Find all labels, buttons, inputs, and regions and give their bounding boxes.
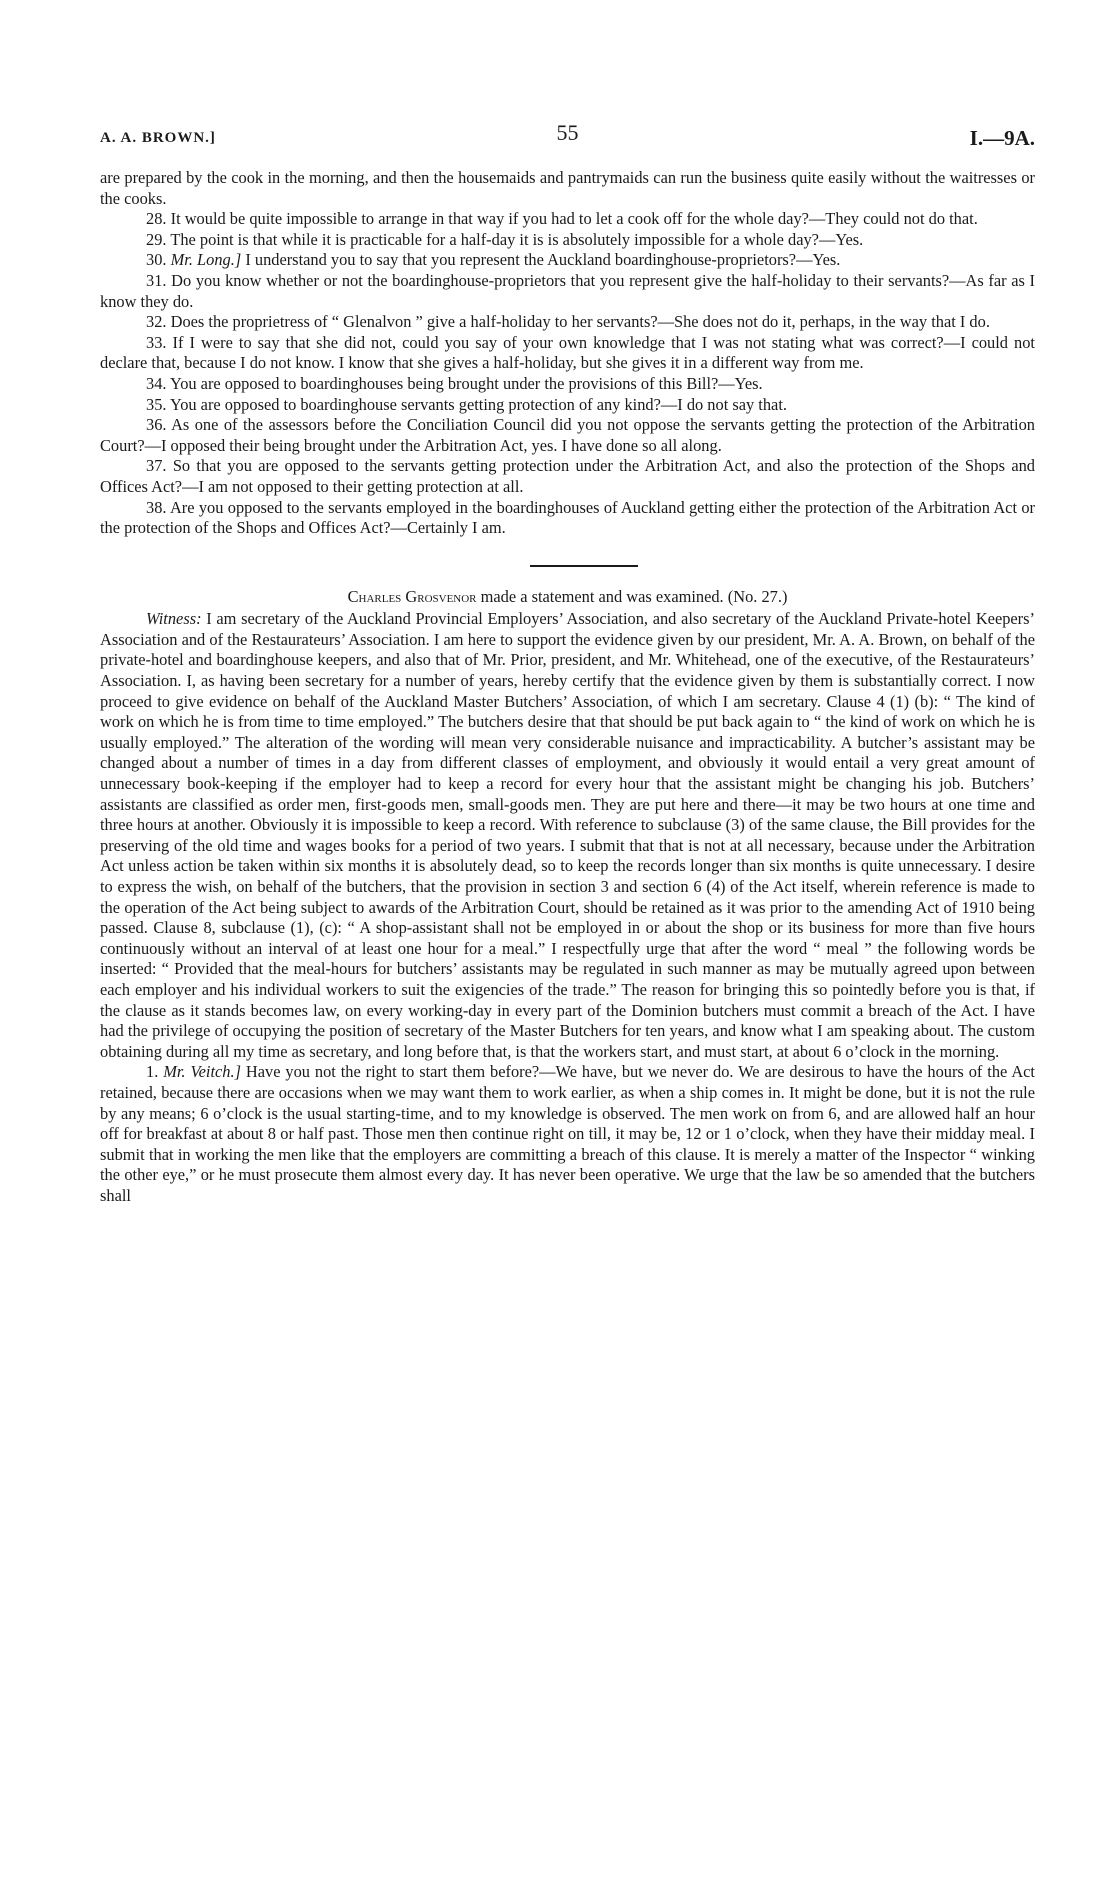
witness-statement	[100, 609, 1035, 1062]
question-text: As one of the assessors before the Conciliation Council did you not oppose the servants getting the protection of the Arbitration Court?—I opposed their being brought under the Arbitration Act, yes. I have done so all along.	[100, 415, 1035, 455]
question-item	[100, 415, 1035, 456]
question-number: 31.	[146, 270, 167, 290]
question-item	[100, 333, 1035, 374]
question-number: 38.	[146, 497, 167, 517]
question-item	[100, 209, 1035, 230]
question-item	[100, 250, 1035, 271]
witness-number: (No. 27.)	[727, 586, 788, 606]
question-number: 36.	[146, 415, 167, 435]
question-text: So that you are opposed to the servants getting protection under the Arbitration Act, and also the protection of the Shops and Offices Act?—I am not opposed to their getting protection at all.	[100, 456, 1035, 496]
statement-label: Witness:	[146, 609, 202, 629]
question-list-part2	[100, 1062, 1035, 1206]
page-body	[100, 168, 1035, 1207]
question-item	[100, 456, 1035, 497]
question-number: 28.	[146, 209, 167, 229]
divider-rule	[530, 565, 638, 567]
question-text: I understand you to say that you represent the Auckland boardinghouse-proprietors?—Yes.	[245, 250, 841, 270]
page-number: 55	[556, 120, 579, 145]
question-text: Do you know whether or not the boardinghouse-proprietors that you represent give the half-holiday to their servants?—As far as I know they do.	[100, 270, 1035, 311]
question-text: Does the proprietress of “ Glenalvon ” give a half-holiday to her servants?—She does not do it, perhaps, in the way that I do.	[170, 312, 990, 332]
question-number: 30.	[146, 250, 167, 270]
question-text: Are you opposed to the servants employed in the boardinghouses of Auckland getting either the protection of the Arbitration Act or the protection of the Shops and Offices Act?—Certainly I am.	[100, 497, 1035, 538]
witness-heading	[100, 587, 1035, 608]
question-number: 1.	[146, 1062, 159, 1082]
continued-paragraph: are prepared by the cook in the morning, and then the housemaids and pantrymaids can run the business quite easily without the waitresses or the cooks.	[100, 168, 1035, 208]
question-text: You are opposed to boardinghouse servants getting protection of any kind?—I do not say that.	[170, 394, 787, 414]
witness-name: Charles Grosvenor	[347, 586, 477, 606]
question-text: You are opposed to boardinghouses being brought under the provisions of this Bill?—Yes.	[170, 373, 763, 393]
question-item	[100, 374, 1035, 395]
question-item	[100, 312, 1035, 333]
question-number: 35.	[146, 394, 167, 414]
question-item	[100, 230, 1035, 251]
question-text: If I were to say that she did not, could you say of your own knowledge that I was not stating what was correct?—I could not declare that, because I do not know. I know that she gives a half-holiday, but she gives it in a different way from me.	[100, 332, 1035, 373]
question-number: 33.	[146, 332, 167, 352]
question-item	[100, 395, 1035, 416]
question-list-part1	[100, 209, 1035, 539]
questioner: Mr. Long.]	[170, 250, 242, 270]
question-number: 37.	[146, 456, 167, 476]
question-text: It would be quite impossible to arrange in that way if you had to let a cook off for the whole day?—They could not do that.	[170, 209, 978, 229]
header-witness-name: A. A. BROWN.]	[100, 130, 216, 146]
question-number: 34.	[146, 373, 167, 393]
question-number: 32.	[146, 312, 167, 332]
question-text: Have you not the right to start them before?—We have, but we never do. We are desirous to have the hours of the Act retained, because there are occasions when we may want them to work earlier, as when a ship comes in. It might be done, but it is not the rule by any means; 6 o’clock is the usual starting-time, and to my knowledge is observed. The men work on from 6, and are allowed half an hour off for breakfast at about 8 or half past. Those men then continue right on till, it may be, 12 or 1 o’clock, when they have their midday meal. I submit that in working the men like that the employers are committing a breach of this clause. It is merely a matter of the Inspector “ winking the other eye,” or he must prosecute them almost every day. It has never been operative. We urge that the law be so amended that the butchers shall	[100, 1062, 1035, 1205]
section-divider	[100, 551, 1035, 579]
question-item	[100, 498, 1035, 539]
statement-text: I am secretary of the Auckland Provincial Employers’ Association, and also secretary of the Auckland Private-hotel Keepers’ Association and of the Restaurateurs’ Association. I am here to support the evidence given by our president, Mr. A. A. Brown, on behalf of the private-hotel and boardinghouse keepers, and also that of Mr. Prior, president, and Mr. Whitehead, one of the executive, of the Restaurateurs’ Association. I, as having been secretary for a number of years, hereby certify that the evidence given by them is substantially correct. I now proceed to give evidence on behalf of the Auckland Master Butchers’ Association, of which I am secretary. Clause 4 (1) (b): “ The kind of work on which he is from time to time employed.” The butchers desire that that should be put back again to “ the kind of work on which he is usually employed.” The alteration of the wording will mean very considerable nuisance and impracticability. A butcher’s assistant may be changed about a number of times in a day from different classes of employment, and obviously it would entail a very great amount of unnecessary book-keeping if the employer had to keep a record for every hour that the assistant might be changing his job. Butchers’ assistants are classified as order men, first-goods men, small-goods men. They are put here and there—it may be two hours at one time and three hours at another. Obviously it is impossible to keep a record. With reference to subclause (3) of the same clause, the Bill provides for the preserving of the old time and wages books for a period of two years. I submit that that is not at all necessary, because under the Arbitration Act unless action be taken within six months it is absolutely dead, so to keep the records longer than six months is quite unnecessary. I desire to express the wish, on behalf of the butchers, that the provision in section 3 and section 6 (4) of the Act itself, wherein reference is made to the operation of the Act being subject to awards of the Arbitration Court, should be retained as it was prior to the amending Act of 1910 being passed. Clause 8, subclause (1), (c): “ A shop-assistant shall not be employed in or about the shop or its business for more than five hours continuously without an interval of at least one hour for a meal.” I respectfully urge that after the word “ meal ” the following words be inserted: “ Provided that the meal-hours for butchers’ assistants may be regulated in such manner as may be mutually agreed upon between each employer and his individual workers to suit the exigencies of the trade.” The reason for bringing this so pointedly before you is that, if the clause as it stands becomes law, on every working-day in every part of the Dominion butchers must commit a breach of the Act. I have had the privilege of occupying the position of secretary of the Master Butchers for ten years, and know what I am speaking about. The custom obtaining during all my time as secretary, and long before that, is that the workers start, and must start, at about 6 o’clock in the morning.	[100, 609, 1035, 1061]
document-reference: I.—9A.	[969, 126, 1035, 150]
page-header	[100, 120, 1035, 154]
question-item	[100, 1062, 1035, 1206]
witness-heading-text: made a statement and was examined.	[480, 586, 724, 606]
questioner: Mr. Veitch.]	[163, 1062, 241, 1082]
question-item	[100, 271, 1035, 312]
question-number: 29.	[146, 229, 167, 249]
question-text: The point is that while it is practicable for a half-day it is is absolutely impossible for a whole day?—Yes.	[170, 229, 864, 249]
